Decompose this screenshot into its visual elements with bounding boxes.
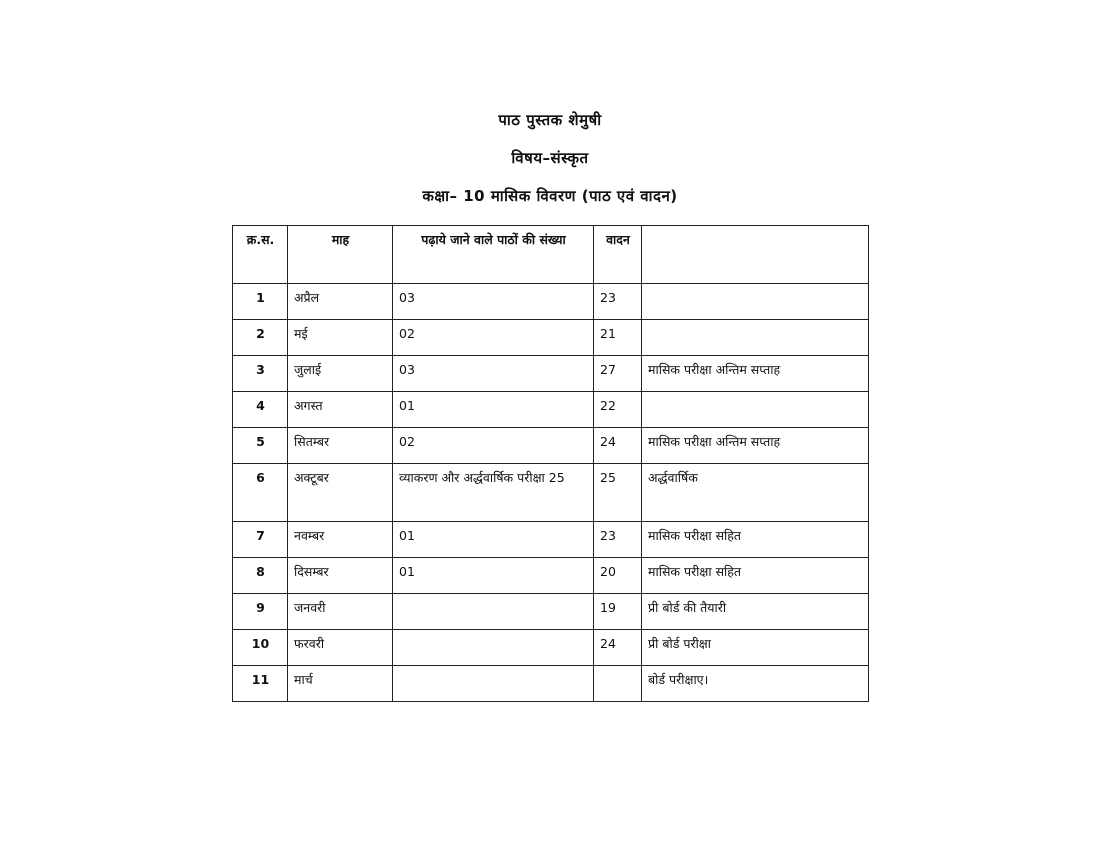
table-row	[233, 522, 869, 558]
cell-serial: 3	[233, 356, 288, 392]
cell-remarks: प्री बोर्ड परीक्षा	[642, 630, 869, 666]
table-row	[233, 558, 869, 594]
cell-periods: 21	[594, 320, 642, 356]
cell-lessons: 02	[393, 320, 594, 356]
cell-lessons: 01	[393, 558, 594, 594]
cell-month: जुलाई	[288, 356, 393, 392]
cell-month: सितम्बर	[288, 428, 393, 464]
cell-lessons: 03	[393, 356, 594, 392]
table-row	[233, 464, 869, 522]
cell-serial: 6	[233, 464, 288, 522]
cell-remarks: मासिक परीक्षा अन्तिम सप्ताह	[642, 356, 869, 392]
cell-lessons	[393, 666, 594, 702]
cell-serial: 10	[233, 630, 288, 666]
cell-periods: 24	[594, 630, 642, 666]
cell-serial: 1	[233, 284, 288, 320]
cell-serial: 4	[233, 392, 288, 428]
cell-periods: 24	[594, 428, 642, 464]
cell-periods: 20	[594, 558, 642, 594]
cell-remarks	[642, 320, 869, 356]
cell-month: दिसम्बर	[288, 558, 393, 594]
cell-remarks	[642, 284, 869, 320]
cell-remarks: प्री बोर्ड की तैयारी	[642, 594, 869, 630]
cell-lessons: 02	[393, 428, 594, 464]
cell-lessons	[393, 594, 594, 630]
cell-serial: 5	[233, 428, 288, 464]
table-row	[233, 630, 869, 666]
cell-serial: 9	[233, 594, 288, 630]
cell-month: मई	[288, 320, 393, 356]
cell-month: अगस्त	[288, 392, 393, 428]
document-title: पाठ पुस्तक शेमुषी	[498, 111, 602, 129]
cell-month: अप्रैल	[288, 284, 393, 320]
cell-remarks: मासिक परीक्षा अन्तिम सप्ताह	[642, 428, 869, 464]
table-row	[233, 356, 869, 392]
subject-heading: विषय–संस्कृत	[511, 149, 589, 167]
cell-periods: 25	[594, 464, 642, 522]
cell-lessons: 01	[393, 392, 594, 428]
cell-remarks: बोर्ड परीक्षाए।	[642, 666, 869, 702]
table-row	[233, 320, 869, 356]
cell-serial: 2	[233, 320, 288, 356]
cell-month: फरवरी	[288, 630, 393, 666]
cell-periods: 27	[594, 356, 642, 392]
cell-remarks: मासिक परीक्षा सहित	[642, 558, 869, 594]
cell-periods: 22	[594, 392, 642, 428]
table-row	[233, 284, 869, 320]
cell-serial: 8	[233, 558, 288, 594]
cell-month: नवम्बर	[288, 522, 393, 558]
header-serial: क्र.स.	[233, 226, 288, 284]
cell-lessons: व्याकरण और अर्द्धवार्षिक परीक्षा 25	[393, 464, 594, 522]
header-remarks	[642, 226, 869, 284]
table-row	[233, 666, 869, 702]
header-lessons: पढ़ाये जाने वाले पाठों की संख्या	[393, 226, 594, 284]
class-subtitle: कक्षा– 10 मासिक विवरण (पाठ एवं वादन)	[422, 187, 678, 205]
table-header-row	[233, 226, 869, 284]
cell-periods	[594, 666, 642, 702]
table-row	[233, 392, 869, 428]
cell-periods: 23	[594, 284, 642, 320]
cell-serial: 7	[233, 522, 288, 558]
header-month: माह	[288, 226, 393, 284]
table-row	[233, 428, 869, 464]
cell-periods: 23	[594, 522, 642, 558]
table-row	[233, 594, 869, 630]
cell-month: मार्च	[288, 666, 393, 702]
cell-remarks: मासिक परीक्षा सहित	[642, 522, 869, 558]
monthly-schedule-table	[232, 225, 869, 702]
cell-lessons: 01	[393, 522, 594, 558]
cell-lessons: 03	[393, 284, 594, 320]
cell-lessons	[393, 630, 594, 666]
cell-month: अक्टूबर	[288, 464, 393, 522]
cell-periods: 19	[594, 594, 642, 630]
cell-remarks	[642, 392, 869, 428]
cell-serial: 11	[233, 666, 288, 702]
header-periods: वादन	[594, 226, 642, 284]
cell-month: जनवरी	[288, 594, 393, 630]
cell-remarks: अर्द्धवार्षिक	[642, 464, 869, 522]
